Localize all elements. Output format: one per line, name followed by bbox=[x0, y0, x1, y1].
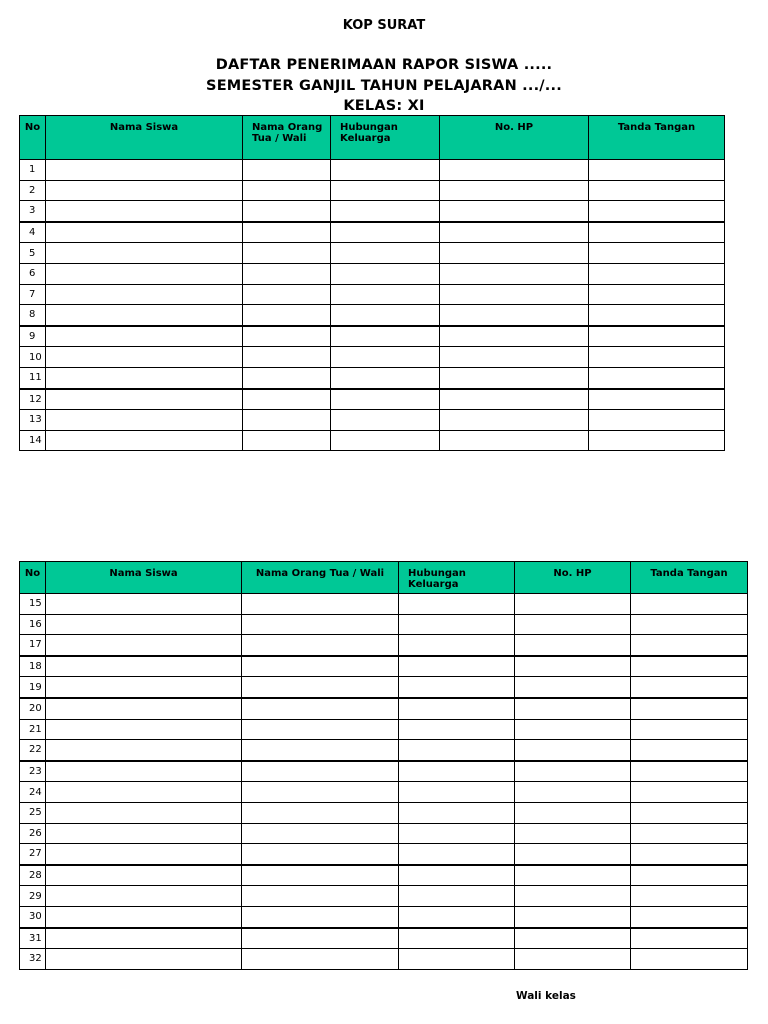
ttd-cell[interactable] bbox=[589, 305, 725, 326]
nama-siswa-cell[interactable] bbox=[46, 326, 243, 347]
nama-ortu-cell[interactable] bbox=[242, 906, 399, 927]
hubungan-cell[interactable] bbox=[399, 949, 515, 970]
ttd-cell[interactable] bbox=[631, 949, 748, 970]
table-row bbox=[20, 305, 725, 326]
nama-siswa-cell[interactable] bbox=[46, 719, 242, 740]
row-number: 28 bbox=[20, 865, 46, 886]
nama-siswa-cell[interactable] bbox=[46, 865, 242, 886]
row-number: 31 bbox=[20, 928, 46, 949]
row-number: 23 bbox=[20, 761, 46, 782]
ttd-cell[interactable] bbox=[589, 410, 725, 431]
hubungan-cell[interactable] bbox=[399, 823, 515, 844]
col-header-nama-ortu: Nama Orang Tua / Wali bbox=[243, 116, 331, 160]
col-header-no: No bbox=[20, 116, 46, 160]
nama-siswa-cell[interactable] bbox=[46, 243, 243, 264]
row-number: 5 bbox=[20, 243, 46, 264]
no-hp-cell[interactable] bbox=[440, 389, 589, 410]
ttd-cell[interactable] bbox=[631, 761, 748, 782]
nama-ortu-cell[interactable] bbox=[242, 928, 399, 949]
hubungan-cell[interactable] bbox=[399, 761, 515, 782]
receipt-table-2 bbox=[19, 561, 748, 970]
row-number: 2 bbox=[20, 180, 46, 201]
ttd-cell[interactable] bbox=[631, 594, 748, 615]
no-hp-cell[interactable] bbox=[440, 347, 589, 368]
no-hp-cell[interactable] bbox=[440, 305, 589, 326]
ttd-cell[interactable] bbox=[631, 928, 748, 949]
row-number: 4 bbox=[20, 222, 46, 243]
ttd-cell[interactable] bbox=[589, 180, 725, 201]
semester-line: SEMESTER GANJIL TAHUN PELAJARAN .../... bbox=[206, 78, 562, 94]
row-number: 12 bbox=[20, 389, 46, 410]
nama-ortu-cell[interactable] bbox=[242, 823, 399, 844]
row-number: 3 bbox=[20, 201, 46, 222]
hubungan-cell[interactable] bbox=[399, 698, 515, 719]
nama-ortu-cell[interactable] bbox=[243, 263, 331, 284]
col-header-hubungan: Hubungan Keluarga bbox=[399, 562, 515, 594]
no-hp-cell[interactable] bbox=[440, 326, 589, 347]
document-title: DAFTAR PENERIMAAN RAPOR SISWA ..... bbox=[215, 57, 553, 73]
row-number: 6 bbox=[20, 263, 46, 284]
hubungan-cell[interactable] bbox=[331, 263, 440, 284]
nama-ortu-cell[interactable] bbox=[242, 656, 399, 677]
hubungan-cell[interactable] bbox=[399, 865, 515, 886]
nama-siswa-cell[interactable] bbox=[46, 347, 243, 368]
row-number: 16 bbox=[20, 614, 46, 635]
table-row bbox=[20, 823, 748, 844]
table-row bbox=[20, 949, 748, 970]
ttd-cell[interactable] bbox=[589, 389, 725, 410]
ttd-cell[interactable] bbox=[631, 886, 748, 907]
table-row bbox=[20, 326, 725, 347]
nama-siswa-cell[interactable] bbox=[46, 802, 242, 823]
nama-siswa-cell[interactable] bbox=[46, 430, 243, 451]
ttd-cell[interactable] bbox=[631, 719, 748, 740]
ttd-cell[interactable] bbox=[589, 430, 725, 451]
no-hp-cell[interactable] bbox=[440, 222, 589, 243]
nama-siswa-cell[interactable] bbox=[46, 949, 242, 970]
nama-siswa-cell[interactable] bbox=[46, 180, 243, 201]
no-hp-cell[interactable] bbox=[440, 263, 589, 284]
table-row bbox=[20, 656, 748, 677]
col-header-nama-siswa: Nama Siswa bbox=[46, 562, 242, 594]
row-number: 29 bbox=[20, 886, 46, 907]
col-header-no-hp: No. HP bbox=[515, 562, 631, 594]
nama-ortu-cell[interactable] bbox=[243, 284, 331, 305]
ttd-cell[interactable] bbox=[589, 222, 725, 243]
hubungan-cell[interactable] bbox=[399, 656, 515, 677]
nama-ortu-cell[interactable] bbox=[242, 886, 399, 907]
nama-siswa-cell[interactable] bbox=[46, 886, 242, 907]
no-hp-cell[interactable] bbox=[440, 430, 589, 451]
hubungan-cell[interactable] bbox=[399, 594, 515, 615]
nama-ortu-cell[interactable] bbox=[242, 614, 399, 635]
no-hp-cell[interactable] bbox=[515, 928, 631, 949]
table-row bbox=[20, 594, 748, 615]
ttd-cell[interactable] bbox=[631, 656, 748, 677]
hubungan-cell[interactable] bbox=[399, 782, 515, 803]
nama-siswa-cell[interactable] bbox=[46, 844, 242, 865]
nama-siswa-cell[interactable] bbox=[46, 761, 242, 782]
nama-ortu-cell[interactable] bbox=[243, 410, 331, 431]
no-hp-cell[interactable] bbox=[515, 740, 631, 761]
nama-ortu-cell[interactable] bbox=[243, 160, 331, 181]
row-number: 15 bbox=[20, 594, 46, 615]
row-number: 20 bbox=[20, 698, 46, 719]
table-row bbox=[20, 180, 725, 201]
row-number: 11 bbox=[20, 367, 46, 388]
ttd-cell[interactable] bbox=[631, 677, 748, 698]
nama-ortu-cell[interactable] bbox=[242, 865, 399, 886]
table-row bbox=[20, 222, 725, 243]
table-row bbox=[20, 347, 725, 368]
class-line: KELAS: XI bbox=[343, 98, 425, 114]
row-number: 9 bbox=[20, 326, 46, 347]
row-number: 14 bbox=[20, 430, 46, 451]
nama-siswa-cell[interactable] bbox=[46, 410, 243, 431]
nama-ortu-cell[interactable] bbox=[242, 782, 399, 803]
no-hp-cell[interactable] bbox=[515, 844, 631, 865]
row-number: 7 bbox=[20, 284, 46, 305]
nama-ortu-cell[interactable] bbox=[243, 222, 331, 243]
row-number: 27 bbox=[20, 844, 46, 865]
table-row bbox=[20, 802, 748, 823]
table-header-row bbox=[20, 116, 725, 160]
no-hp-cell[interactable] bbox=[515, 677, 631, 698]
nama-siswa-cell[interactable] bbox=[46, 201, 243, 222]
nama-ortu-cell[interactable] bbox=[242, 594, 399, 615]
ttd-cell[interactable] bbox=[631, 906, 748, 927]
col-header-nama-siswa: Nama Siswa bbox=[46, 116, 243, 160]
nama-ortu-cell[interactable] bbox=[242, 949, 399, 970]
hubungan-cell[interactable] bbox=[331, 160, 440, 181]
table-row bbox=[20, 740, 748, 761]
kop-surat: KOP SURAT bbox=[342, 18, 426, 33]
no-hp-cell[interactable] bbox=[515, 698, 631, 719]
no-hp-cell[interactable] bbox=[440, 284, 589, 305]
nama-siswa-cell[interactable] bbox=[46, 740, 242, 761]
nama-ortu-cell[interactable] bbox=[243, 243, 331, 264]
hubungan-cell[interactable] bbox=[399, 740, 515, 761]
hubungan-cell[interactable] bbox=[331, 243, 440, 264]
no-hp-cell[interactable] bbox=[515, 823, 631, 844]
receipt-table-1 bbox=[19, 115, 725, 451]
nama-siswa-cell[interactable] bbox=[46, 698, 242, 719]
table-row bbox=[20, 719, 748, 740]
ttd-cell[interactable] bbox=[631, 740, 748, 761]
ttd-cell[interactable] bbox=[631, 614, 748, 635]
hubungan-cell[interactable] bbox=[399, 614, 515, 635]
nama-siswa-cell[interactable] bbox=[46, 782, 242, 803]
no-hp-cell[interactable] bbox=[515, 802, 631, 823]
nama-siswa-cell[interactable] bbox=[46, 263, 243, 284]
row-number: 8 bbox=[20, 305, 46, 326]
nama-siswa-cell[interactable] bbox=[46, 906, 242, 927]
col-header-no-hp: No. HP bbox=[440, 116, 589, 160]
col-header-hubungan: Hubungan Keluarga bbox=[331, 116, 440, 160]
col-header-ttd: Tanda Tangan bbox=[589, 116, 725, 160]
row-number: 25 bbox=[20, 802, 46, 823]
table-row bbox=[20, 906, 748, 927]
hubungan-cell[interactable] bbox=[399, 906, 515, 927]
ttd-cell[interactable] bbox=[589, 263, 725, 284]
hubungan-cell[interactable] bbox=[399, 928, 515, 949]
no-hp-cell[interactable] bbox=[515, 719, 631, 740]
ttd-cell[interactable] bbox=[589, 160, 725, 181]
table-row bbox=[20, 677, 748, 698]
no-hp-cell[interactable] bbox=[515, 782, 631, 803]
row-number: 22 bbox=[20, 740, 46, 761]
no-hp-cell[interactable] bbox=[515, 886, 631, 907]
row-number: 17 bbox=[20, 635, 46, 656]
nama-siswa-cell[interactable] bbox=[46, 594, 242, 615]
nama-siswa-cell[interactable] bbox=[46, 160, 243, 181]
nama-ortu-cell[interactable] bbox=[242, 698, 399, 719]
ttd-cell[interactable] bbox=[589, 243, 725, 264]
row-number: 13 bbox=[20, 410, 46, 431]
hubungan-cell[interactable] bbox=[331, 326, 440, 347]
hubungan-cell[interactable] bbox=[331, 347, 440, 368]
nama-ortu-cell[interactable] bbox=[242, 761, 399, 782]
table-row bbox=[20, 844, 748, 865]
row-number: 26 bbox=[20, 823, 46, 844]
hubungan-cell[interactable] bbox=[331, 222, 440, 243]
ttd-cell[interactable] bbox=[631, 635, 748, 656]
nama-siswa-cell[interactable] bbox=[46, 284, 243, 305]
no-hp-cell[interactable] bbox=[515, 906, 631, 927]
table-row bbox=[20, 410, 725, 431]
hubungan-cell[interactable] bbox=[331, 367, 440, 388]
hubungan-cell[interactable] bbox=[399, 844, 515, 865]
nama-siswa-cell[interactable] bbox=[46, 389, 243, 410]
row-number: 32 bbox=[20, 949, 46, 970]
nama-siswa-cell[interactable] bbox=[46, 823, 242, 844]
nama-ortu-cell[interactable] bbox=[243, 347, 331, 368]
col-header-nama-ortu: Nama Orang Tua / Wali bbox=[242, 562, 399, 594]
row-number: 18 bbox=[20, 656, 46, 677]
nama-ortu-cell[interactable] bbox=[242, 740, 399, 761]
table-row bbox=[20, 284, 725, 305]
ttd-cell[interactable] bbox=[631, 865, 748, 886]
nama-ortu-cell[interactable] bbox=[243, 389, 331, 410]
hubungan-cell[interactable] bbox=[331, 389, 440, 410]
hubungan-cell[interactable] bbox=[399, 802, 515, 823]
nama-ortu-cell[interactable] bbox=[243, 180, 331, 201]
row-number: 30 bbox=[20, 906, 46, 927]
ttd-cell[interactable] bbox=[589, 347, 725, 368]
row-number: 1 bbox=[20, 160, 46, 181]
table-row bbox=[20, 928, 748, 949]
table-row bbox=[20, 614, 748, 635]
hubungan-cell[interactable] bbox=[399, 719, 515, 740]
hubungan-cell[interactable] bbox=[331, 430, 440, 451]
table-row bbox=[20, 201, 725, 222]
no-hp-cell[interactable] bbox=[440, 410, 589, 431]
nama-ortu-cell[interactable] bbox=[243, 305, 331, 326]
no-hp-cell[interactable] bbox=[515, 594, 631, 615]
row-number: 10 bbox=[20, 347, 46, 368]
no-hp-cell[interactable] bbox=[515, 614, 631, 635]
ttd-cell[interactable] bbox=[631, 823, 748, 844]
row-number: 21 bbox=[20, 719, 46, 740]
no-hp-cell[interactable] bbox=[515, 635, 631, 656]
ttd-cell[interactable] bbox=[631, 802, 748, 823]
table-row bbox=[20, 635, 748, 656]
hubungan-cell[interactable] bbox=[331, 284, 440, 305]
ttd-cell[interactable] bbox=[589, 326, 725, 347]
nama-siswa-cell[interactable] bbox=[46, 928, 242, 949]
ttd-cell[interactable] bbox=[631, 698, 748, 719]
no-hp-cell[interactable] bbox=[440, 243, 589, 264]
no-hp-cell[interactable] bbox=[440, 160, 589, 181]
nama-siswa-cell[interactable] bbox=[46, 614, 242, 635]
nama-siswa-cell[interactable] bbox=[46, 677, 242, 698]
hubungan-cell[interactable] bbox=[331, 201, 440, 222]
ttd-cell[interactable] bbox=[631, 844, 748, 865]
row-number: 24 bbox=[20, 782, 46, 803]
wali-kelas-label: Wali kelas bbox=[516, 990, 576, 1002]
nama-ortu-cell[interactable] bbox=[243, 201, 331, 222]
nama-ortu-cell[interactable] bbox=[243, 430, 331, 451]
no-hp-cell[interactable] bbox=[515, 865, 631, 886]
ttd-cell[interactable] bbox=[589, 201, 725, 222]
hubungan-cell[interactable] bbox=[331, 180, 440, 201]
nama-siswa-cell[interactable] bbox=[46, 656, 242, 677]
table-row bbox=[20, 243, 725, 264]
ttd-cell[interactable] bbox=[631, 782, 748, 803]
nama-ortu-cell[interactable] bbox=[242, 719, 399, 740]
nama-ortu-cell[interactable] bbox=[242, 844, 399, 865]
table-row bbox=[20, 886, 748, 907]
table-row bbox=[20, 263, 725, 284]
hubungan-cell[interactable] bbox=[399, 635, 515, 656]
hubungan-cell[interactable] bbox=[399, 886, 515, 907]
ttd-cell[interactable] bbox=[589, 367, 725, 388]
table-row bbox=[20, 160, 725, 181]
no-hp-cell[interactable] bbox=[515, 656, 631, 677]
hubungan-cell[interactable] bbox=[399, 677, 515, 698]
nama-siswa-cell[interactable] bbox=[46, 367, 243, 388]
table-row bbox=[20, 761, 748, 782]
no-hp-cell[interactable] bbox=[515, 949, 631, 970]
nama-siswa-cell[interactable] bbox=[46, 222, 243, 243]
col-header-ttd: Tanda Tangan bbox=[631, 562, 748, 594]
col-header-no: No bbox=[20, 562, 46, 594]
no-hp-cell[interactable] bbox=[515, 761, 631, 782]
nama-siswa-cell[interactable] bbox=[46, 635, 242, 656]
table-row bbox=[20, 698, 748, 719]
no-hp-cell[interactable] bbox=[440, 180, 589, 201]
table-row bbox=[20, 782, 748, 803]
ttd-cell[interactable] bbox=[589, 284, 725, 305]
nama-ortu-cell[interactable] bbox=[242, 802, 399, 823]
table-row bbox=[20, 389, 725, 410]
table-row bbox=[20, 865, 748, 886]
nama-ortu-cell[interactable] bbox=[243, 367, 331, 388]
no-hp-cell[interactable] bbox=[440, 367, 589, 388]
table-row bbox=[20, 430, 725, 451]
nama-ortu-cell[interactable] bbox=[242, 677, 399, 698]
table-header-row bbox=[20, 562, 748, 594]
nama-ortu-cell[interactable] bbox=[242, 635, 399, 656]
no-hp-cell[interactable] bbox=[440, 201, 589, 222]
hubungan-cell[interactable] bbox=[331, 305, 440, 326]
table-row bbox=[20, 367, 725, 388]
hubungan-cell[interactable] bbox=[331, 410, 440, 431]
nama-ortu-cell[interactable] bbox=[243, 326, 331, 347]
row-number: 19 bbox=[20, 677, 46, 698]
nama-siswa-cell[interactable] bbox=[46, 305, 243, 326]
